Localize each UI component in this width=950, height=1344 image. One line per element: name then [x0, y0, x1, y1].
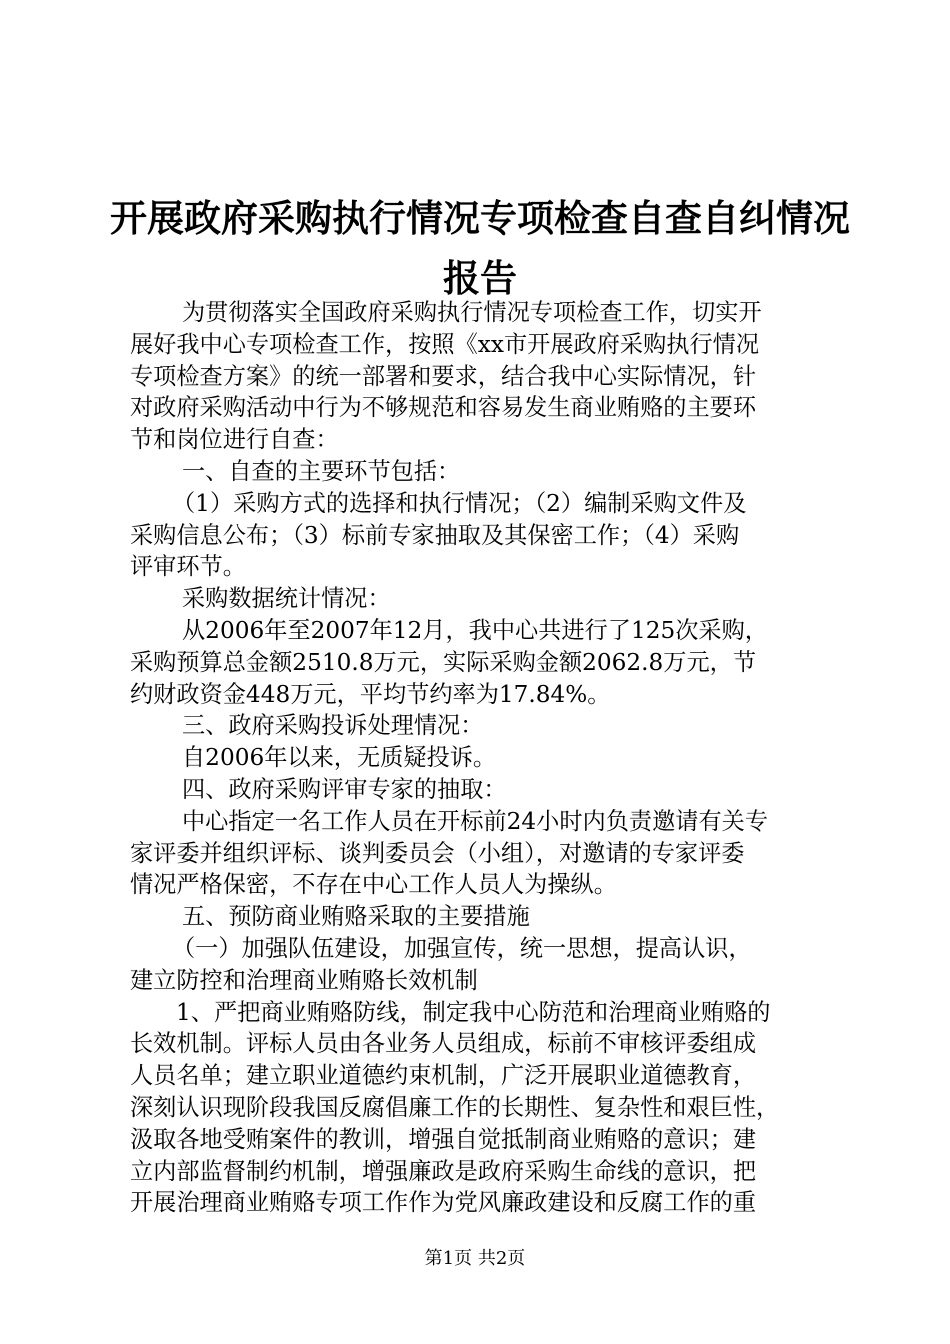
paragraph-line: （1）采购方式的选择和执行情况；（2）编制采购文件及 [172, 489, 747, 517]
paragraph-line: 对政府采购活动中行为不够规范和容易发生商业贿赂的主要环 [130, 394, 757, 422]
subsection-heading: （一）加强队伍建设，加强宣传，统一思想，提高认识， [172, 934, 752, 962]
paragraph-line: 采购预算总金额2510.8万元，实际采购金额2062.8万元，节 [130, 648, 757, 676]
document-body [130, 297, 830, 1219]
paragraph-line: 评审环节。 [130, 553, 246, 581]
section-heading: 一、自查的主要环节包括： [182, 457, 461, 485]
section-heading: 五、预防商业贿赂采取的主要措施 [182, 903, 530, 931]
paragraph-line: 立内部监督制约机制，增强廉政是政府采购生命线的意识，把 [130, 1157, 757, 1185]
paragraph-line: 情况严格保密，不存在中心工作人员人为操纵。 [130, 871, 617, 899]
paragraph-line: 约财政资金448万元，平均节约率为17.84%。 [130, 680, 611, 708]
paragraph-line: 专项检查方案》的统一部署和要求，结合我中心实际情况，针 [130, 362, 757, 390]
paragraph-line: 展好我中心专项检查工作，按照《xx市开展政府采购执行情况 [130, 330, 760, 358]
section-heading: 四、政府采购评审专家的抽取： [182, 775, 507, 803]
paragraph-line: 为贯彻落实全国政府采购执行情况专项检查工作，切实开 [182, 299, 762, 326]
paragraph-line: 家评委并组织评标、谈判委员会（小组），对邀请的专家评委 [130, 839, 745, 867]
paragraph-line: 中心指定一名工作人员在开标前24小时内负责邀请有关专 [182, 807, 769, 835]
section-heading: 三、政府采购投诉处理情况： [182, 712, 484, 740]
paragraph-line: 自2006年以来，无质疑投诉。 [182, 744, 497, 772]
page-number-footer: 第1页 共2页 [424, 1248, 526, 1269]
paragraph-line: 采购信息公布；（3）标前专家抽取及其保密工作；（4）采购 [130, 521, 740, 549]
document-title-line-2: 报告 [443, 256, 517, 300]
paragraph-line: 开展治理商业贿赂专项工作作为党风廉政建设和反腐工作的重 [130, 1189, 757, 1217]
paragraph-line: 从2006年至2007年12月，我中心共进行了125次采购， [182, 616, 768, 644]
document-title-line-1: 开展政府采购执行情况专项检查自查自纠情况 [110, 196, 850, 240]
paragraph-line: 1、严把商业贿赂防线，制定我中心防范和治理商业贿赂的 [176, 998, 771, 1026]
paragraph-line: 长效机制。评标人员由各业务人员组成，标前不审核评委组成 [130, 1030, 757, 1058]
subsection-heading: 建立防控和治理商业贿赂长效机制 [130, 966, 478, 994]
paragraph-line: 人员名单；建立职业道德约束机制，广泛开展职业道德教育， [130, 1062, 757, 1090]
section-heading: 采购数据统计情况： [182, 585, 391, 613]
paragraph-line: 节和岗位进行自查： [130, 426, 339, 454]
paragraph-line: 汲取各地受贿案件的教训，增强自觉抵制商业贿赂的意识；建 [130, 1125, 757, 1153]
paragraph-line: 深刻认识现阶段我国反腐倡廉工作的长期性、复杂性和艰巨性， [130, 1093, 780, 1121]
